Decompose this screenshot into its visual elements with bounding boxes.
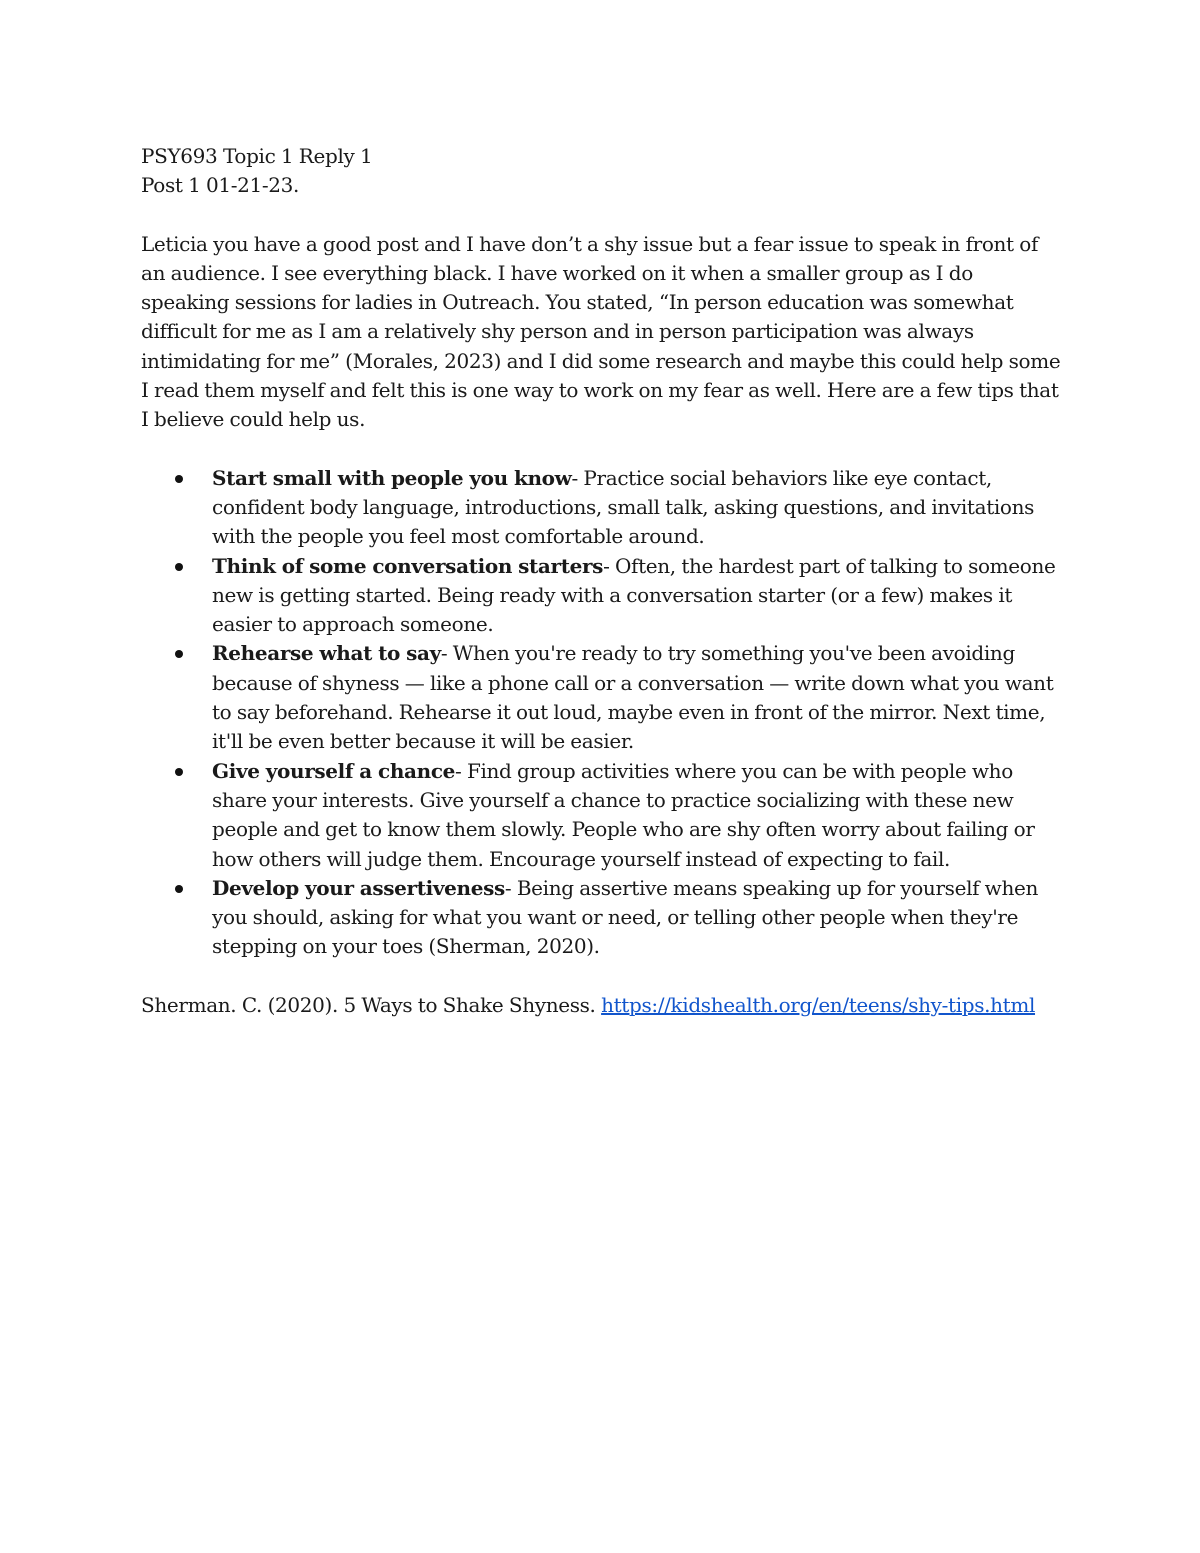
list-item bbox=[141, 874, 1066, 962]
tips-list bbox=[141, 464, 1066, 962]
document-title: PSY693 Topic 1 Reply 1 bbox=[141, 144, 373, 168]
document-content bbox=[141, 142, 1066, 1020]
tip-title: Think of some conversation starters bbox=[212, 553, 604, 578]
tip-text: - Often, the hardest part of talking to someone new is getting started. Being ready with a conversation starter (or a few) makes it easier to approach someone. bbox=[212, 553, 1056, 637]
reference-link[interactable]: https://kidshealth.org/en/teens/shy-tips.html bbox=[601, 992, 1036, 1017]
reference-citation: Sherman. C. (2020). 5 Ways to Shake Shyness. bbox=[141, 992, 596, 1017]
tip-title: Rehearse what to say bbox=[212, 641, 441, 666]
tip-title: Start small with people you know bbox=[212, 465, 572, 490]
bullet-icon bbox=[175, 885, 183, 893]
list-item bbox=[141, 464, 1066, 552]
bullet-icon bbox=[175, 650, 183, 658]
list-item bbox=[141, 757, 1066, 874]
tip-title: Develop your assertiveness bbox=[212, 875, 505, 900]
bullet-icon bbox=[175, 768, 183, 776]
tip-text: - Find group activities where you can be with people who share your interests. Give yourself a chance to practice socializing with these new people and get to know them slowly. People who are shy often worry about failing or how others will judge them. Encourage yourself instead of expecting to fail. bbox=[212, 758, 1035, 871]
bullet-icon bbox=[175, 475, 183, 483]
tip-title: Give yourself a chance bbox=[212, 758, 456, 783]
list-item bbox=[141, 639, 1066, 756]
list-item bbox=[141, 552, 1066, 640]
body-paragraph: Leticia you have a good post and I have don’t a shy issue but a fear issue to speak in front of an audience. I see everything black. I have worked on it when a smaller group as I do speaking sessions for ladies in Outreach. You stated, “In person education was somewhat difficult for me as I am a relatively shy person and in person participation was always intimidating for me” (Morales, 2023) and I did some research and maybe this could help some I read them myself and felt this is one way to work on my fear as well. Here are a few tips that I believe could help us. bbox=[141, 231, 1061, 432]
tip-text: - When you're ready to try something you've been avoiding because of shyness — like a phone call or a conversation — write down what you want to say beforehand. Rehearse it out loud, maybe even in front of the mirror. Next time, it'll be even better because it will be easier. bbox=[212, 641, 1054, 754]
tip-text: - Practice social behaviors like eye contact, confident body language, introductions, small talk, asking questions, and invitations with the people you feel most comfortable around. bbox=[212, 465, 1035, 549]
bullet-icon bbox=[175, 563, 183, 571]
reference-entry bbox=[141, 991, 1066, 1020]
post-date: Post 1 01-21-23. bbox=[141, 173, 300, 198]
tip-text: - Being assertive means speaking up for yourself when you should, asking for what you want or need, or telling other people when they're stepping on your toes (Sherman, 2020). bbox=[212, 875, 1038, 959]
